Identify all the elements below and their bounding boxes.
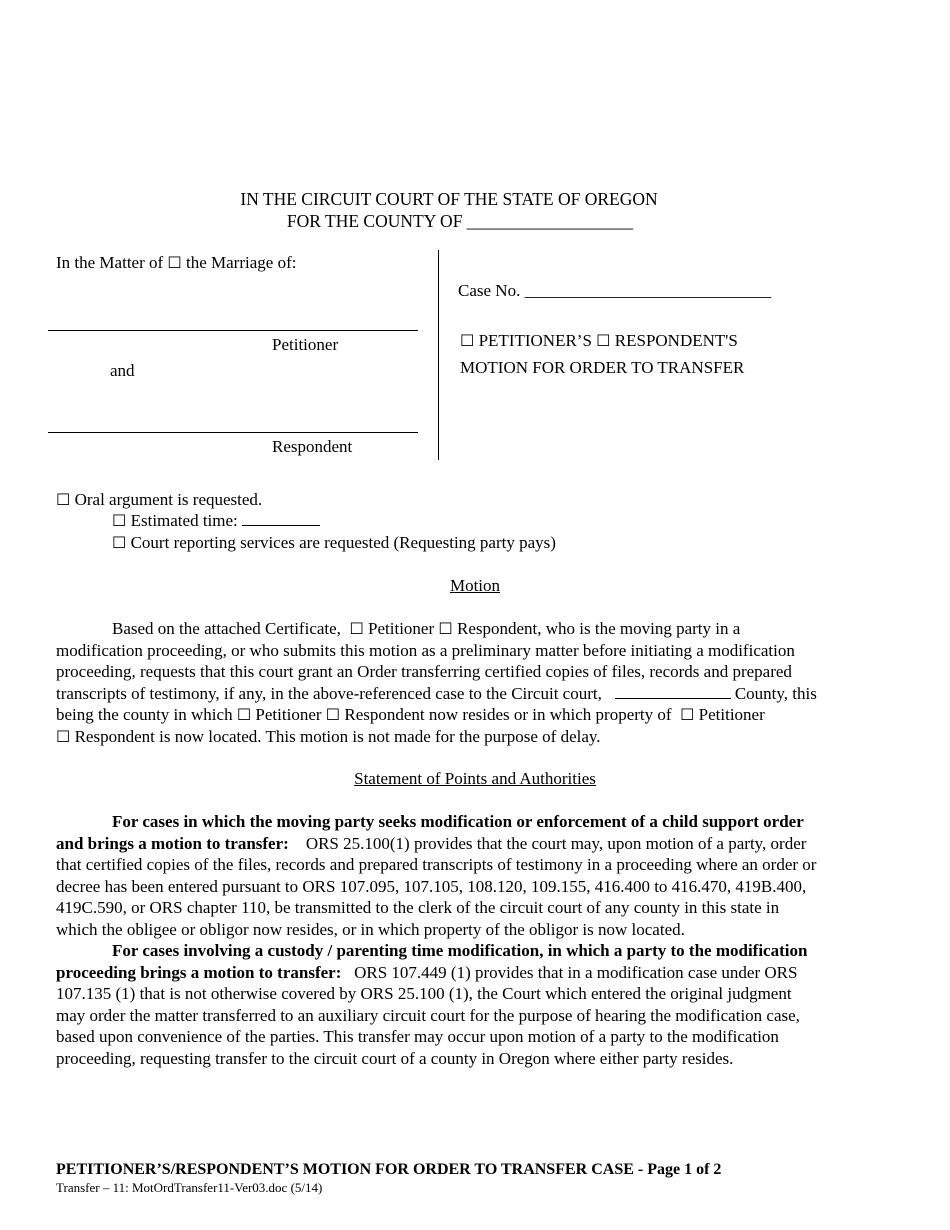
matter-prefix: In the Matter of	[56, 253, 164, 272]
court-reporting-label: Court reporting services are requested (Requesting party pays)	[130, 533, 556, 552]
property-respondent-checkbox[interactable]: ☐	[56, 726, 71, 746]
statement-title: Statement of Points and Authorities	[354, 769, 596, 788]
property-petitioner-label: Petitioner	[698, 705, 765, 724]
estimated-time-checkbox[interactable]: ☐	[112, 511, 127, 530]
court-reporting-checkbox[interactable]: ☐	[112, 533, 127, 552]
motion-line-1	[56, 618, 894, 640]
statement-paragraph-2	[56, 940, 894, 1069]
statement-2-line-2	[56, 962, 894, 984]
marriage-checkbox[interactable]: ☐	[167, 253, 182, 272]
property-petitioner-checkbox[interactable]: ☐	[680, 705, 695, 724]
motion-line-5a: being the county in which	[56, 705, 233, 724]
case-number[interactable]: Case No. _____________________________	[458, 281, 772, 300]
resides-respondent-checkbox[interactable]: ☐	[325, 705, 341, 724]
estimated-time-field[interactable]	[242, 510, 320, 526]
statement-1-line-6: which the obligee or obligor now resides, or in which property of the obligor is now located.	[56, 919, 685, 939]
statement-2-line-4: may order the matter transferred to an auxiliary circuit court for the purpose of hearing the modification case,	[56, 1005, 800, 1025]
statement-2-line-6: proceeding, requesting transfer to the circuit court of a county in Oregon where either party resides.	[56, 1048, 734, 1068]
statement-1-line-1	[56, 811, 894, 833]
matter-line	[56, 252, 296, 274]
motion-line-4-text: transcripts of testimony, if any, in the above-referenced case to the Circuit court,	[56, 683, 602, 703]
petitioners-label: PETITIONER’S	[478, 331, 592, 350]
document-title: MOTION FOR ORDER TO TRANSFER	[460, 358, 745, 377]
motion-paragraph	[56, 618, 894, 747]
court-reporting-option	[112, 532, 556, 554]
estimated-time-label: Estimated time:	[130, 511, 238, 530]
statement-2-line-5: based upon convenience of the parties. This transfer may occur upon motion of a party to the modification	[56, 1027, 779, 1046]
motion-petitioner-label: Petitioner	[368, 619, 435, 638]
motion-line-5	[56, 704, 894, 726]
transfer-county-field[interactable]	[615, 683, 731, 699]
statement-2-text-a: ORS 107.449 (1) provides that in a modification case under ORS	[354, 962, 798, 982]
oral-argument-checkbox[interactable]: ☐	[56, 490, 71, 509]
county-this-label: County, this	[734, 683, 817, 703]
petitioner-name-line[interactable]	[48, 330, 418, 331]
statement-2-line-3: 107.135 (1) that is not otherwise covered by ORS 25.100 (1), the Court which entered the original judgment	[56, 984, 792, 1003]
motion-petitioner-checkbox[interactable]: ☐	[349, 619, 364, 638]
motion-respondent-label: Respondent, who is the moving party in a	[456, 619, 741, 638]
motion-respondent-checkbox[interactable]: ☐	[438, 619, 453, 638]
caption-divider	[438, 250, 439, 460]
motion-intro: Based on the attached Certificate,	[112, 619, 341, 638]
respondent-label: Respondent	[272, 437, 353, 456]
oral-argument-option	[56, 489, 262, 511]
statement-2-heading-a: For cases involving a custody / parenting time modification, in which a party to the modification	[112, 941, 808, 960]
motion-line-3: proceeding, requests that this court grant an Order transferring certified copies of files, records and prepared	[56, 662, 792, 681]
court-heading-line1: IN THE CIRCUIT COURT OF THE STATE OF OREGON	[240, 189, 658, 209]
statement-1-heading-a: For cases in which the moving party seeks modification or enforcement of a child support order	[112, 812, 804, 831]
respondent-checkbox[interactable]: ☐	[596, 331, 611, 350]
statement-1-line-5: 419C.590, or ORS chapter 110, be transmitted to the clerk of the circuit court of any county in this state in	[56, 898, 780, 917]
footer-title: PETITIONER’S/RESPONDENT’S MOTION FOR ORDER TO TRANSFER CASE - Page 1 of 2	[56, 1161, 722, 1178]
motion-line-6-text: Respondent is now located. This motion is not made for the purpose of delay.	[74, 726, 601, 746]
respondent-name-line[interactable]	[48, 432, 418, 433]
court-heading-line2: FOR THE COUNTY OF ___________________	[286, 210, 634, 231]
statement-paragraph-1	[56, 811, 894, 940]
resides-petitioner-checkbox[interactable]: ☐	[236, 705, 252, 724]
court-heading	[0, 189, 950, 232]
resides-petitioner-label: Petitioner	[255, 705, 322, 724]
respondents-label: RESPONDENT'S	[614, 331, 738, 350]
petitioner-label: Petitioner	[272, 335, 339, 354]
motion-line-2: modification proceeding, or who submits this motion as a preliminary matter before initiating a modification	[56, 640, 795, 660]
and-label: and	[110, 361, 135, 380]
statement-1-line-4: decree has been entered pursuant to ORS 107.095, 107.105, 108.120, 109.155, 416.400 to 416.470, 419B.400,	[56, 876, 807, 896]
motion-line-5b: Respondent now resides or in which property of	[344, 705, 672, 724]
statement-2-line-1	[56, 940, 894, 962]
motion-line-6	[56, 726, 894, 748]
motion-party-line	[460, 330, 738, 352]
estimated-time-option	[112, 510, 320, 532]
statement-1-line-2	[56, 833, 894, 855]
motion-title: Motion	[449, 576, 501, 595]
matter-suffix: the Marriage of:	[186, 253, 297, 272]
statement-1-heading-b: and brings a motion to transfer:	[56, 833, 289, 853]
statement-1-text-a: ORS 25.100(1) provides that the court may, upon motion of a party, order	[305, 833, 807, 853]
statement-2-heading-b: proceeding brings a motion to transfer:	[56, 962, 342, 982]
oral-argument-label: Oral argument is requested.	[74, 490, 263, 509]
statement-1-line-3: that certified copies of the files, records and prepared transcripts of testimony in a proceeding where an order or	[56, 855, 817, 874]
footer-subtitle: Transfer – 11: MotOrdTransfer11-Ver03.doc (5/14)	[56, 1180, 323, 1195]
motion-line-4	[56, 683, 894, 705]
petitioner-checkbox[interactable]: ☐	[460, 331, 475, 350]
